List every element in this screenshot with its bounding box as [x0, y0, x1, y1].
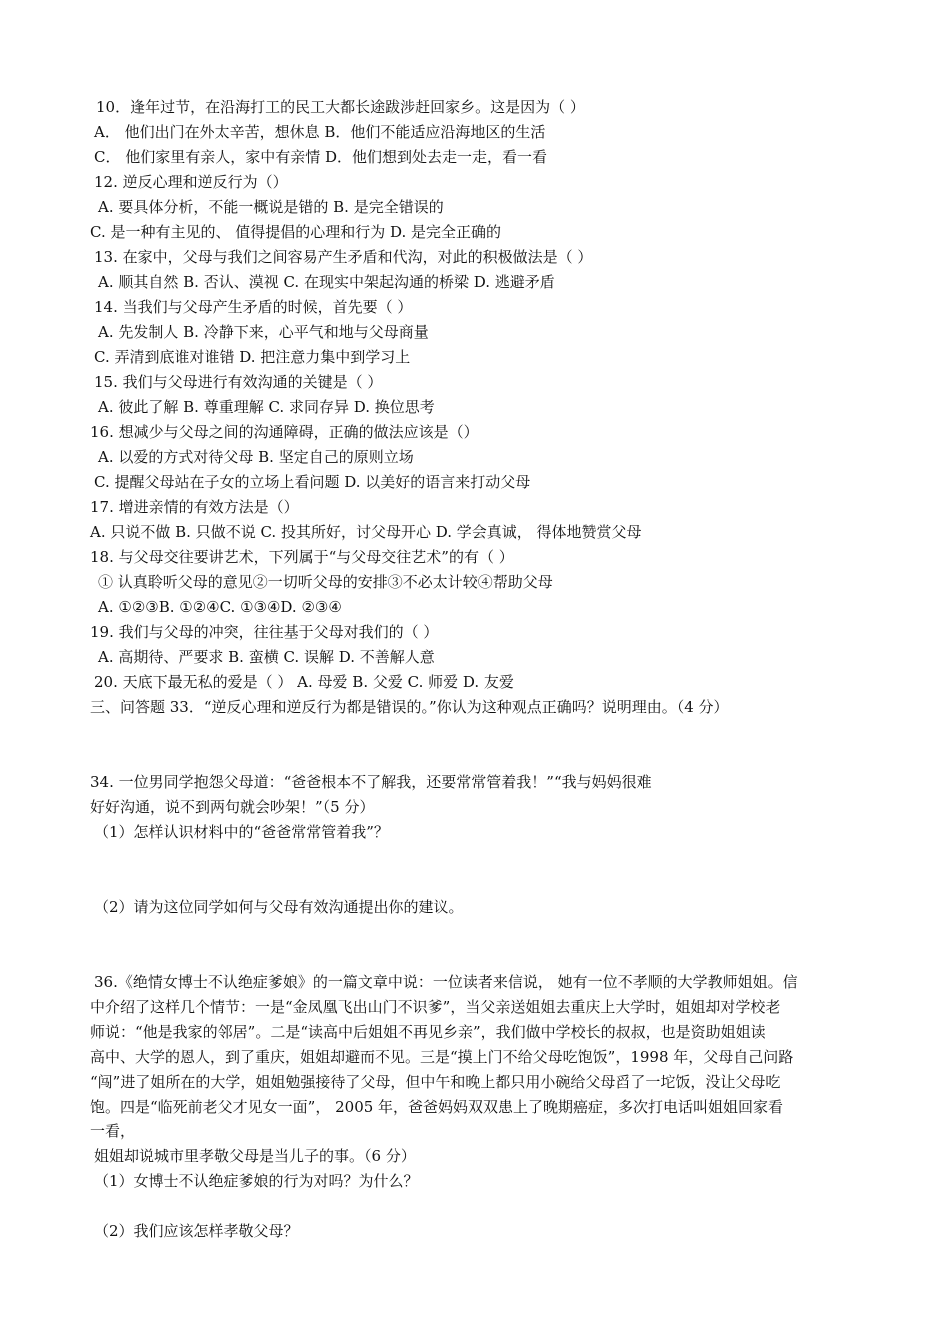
question-17-options: A. 只说不做 B. 只做不说 C. 投其所好，讨父母开心 D. 学会真诚， 得体地赞赏父母: [90, 523, 642, 541]
question-15-stem: 15. 我们与父母进行有效沟通的关键是（ ）: [94, 373, 383, 391]
question-19-options: A. 高期待、严要求 B. 蛮横 C. 误解 D. 不善解人意: [98, 648, 435, 666]
question-20-stem-options: 20. 天底下最无私的爱是（ ） A. 母爱 B. 父爱 C. 师爱 D. 友爱: [94, 673, 514, 691]
question-15-options: A. 彼此了解 B. 尊重理解 C. 求同存异 D. 换位思考: [98, 398, 435, 416]
question-14-options-ab: A. 先发制人 B. 冷静下来，心平气和地与父母商量: [98, 323, 429, 341]
question-18-statements: ① 认真聆听父母的意见②一切听父母的安排③不必太计较④帮助父母: [98, 573, 553, 591]
question-16-options-cd: C. 提醒父母站在子女的立场上看问题 D. 以美好的语言来打动父母: [94, 473, 531, 491]
question-13-options: A. 顺其自然 B. 否认、漠视 C. 在现实中架起沟通的桥梁 D. 逃避矛盾: [98, 273, 555, 291]
question-12-stem: 12. 逆反心理和逆反行为（）: [94, 173, 288, 191]
question-36-part-2: （2）我们应该怎样孝敬父母？: [94, 1222, 299, 1240]
question-34-part-1: （1）怎样认识材料中的“爸爸常常管着我”？: [94, 823, 389, 841]
question-34-material-2: 好好沟通，说不到两句就会吵架！”（5 分）: [90, 798, 375, 816]
question-17-stem: 17. 增进亲情的有效方法是（）: [90, 498, 299, 516]
question-36-material-5: “闯”进了姐所在的大学，姐姐勉强接待了父母，但中午和晚上都只用小碗给父母舀了一坨饭，没让父母吃: [90, 1073, 781, 1091]
question-36-part-1: （1）女博士不认绝症爹娘的行为对吗？为什么？: [94, 1172, 419, 1190]
question-36-material-8: 姐姐却说城市里孝敬父母是当儿子的事。（6 分）: [94, 1147, 416, 1165]
question-36-material-4: 高中、大学的恩人，到了重庆，姐姐却避而不见。三是“摸上门不给父母吃饱饭”，1998 年，父母自己问路: [90, 1048, 794, 1066]
question-18-stem: 18. 与父母交往要讲艺术，下列属于“与父母交往艺术”的有（ ）: [90, 548, 514, 566]
question-16-stem: 16. 想减少与父母之间的沟通障碍，正确的做法应该是（）: [90, 423, 479, 441]
question-19-stem: 19. 我们与父母的冲突，往往基于父母对我们的（ ）: [90, 623, 439, 641]
question-10-options-cd: C． 他们家里有亲人，家中有亲情 D．他们想到处去走一走，看一看: [94, 148, 548, 166]
question-36-material-2: 中介绍了这样几个情节：一是“金凤凰飞出山门不识爹”，当父亲送姐姐去重庆上大学时，姐姐却对学校老: [90, 998, 781, 1016]
question-18-options: A. ①②③B. ①②④C. ①③④D. ②③④: [98, 598, 342, 616]
question-36-material-6: 饱。四是“临死前老父才见女一面”， 2005 年，爸爸妈妈双双患上了晚期癌症，多次打电话叫姐姐回家看: [90, 1098, 784, 1116]
question-14-stem: 14. 当我们与父母产生矛盾的时候，首先要（ ）: [94, 298, 413, 316]
question-10-stem: 10．逢年过节，在沿海打工的民工大都长途跋涉赶回家乡。这是因为（ ）: [96, 98, 585, 116]
question-12-options-ab: A. 要具体分析，不能一概说是错的 B. 是完全错误的: [98, 198, 444, 216]
question-13-stem: 13. 在家中，父母与我们之间容易产生矛盾和代沟，对此的积极做法是（ ）: [94, 248, 593, 266]
section-3-question-33: 三、问答题 33．“逆反心理和逆反行为都是错误的。”你认为这种观点正确吗？说明理由。（4 分）: [90, 698, 729, 716]
question-36-material-3: 师说：“他是我家的邻居”。二是“读高中后姐姐不再见乡亲”，我们做中学校长的叔叔，也是资助姐姐读: [90, 1023, 766, 1041]
question-14-options-cd: C. 弄清到底谁对谁错 D. 把注意力集中到学习上: [94, 348, 411, 366]
question-34-material-1: 34. 一位男同学抱怨父母道：“爸爸根本不了解我，还要常常管着我！”“我与妈妈很难: [90, 773, 652, 791]
question-12-options-cd: C. 是一种有主见的、 值得提倡的心理和行为 D. 是完全正确的: [90, 223, 502, 241]
question-10-options-ab: A． 他们出门在外太辛苦，想休息 B．他们不能适应沿海地区的生活: [94, 123, 546, 141]
question-16-options-ab: A. 以爱的方式对待父母 B. 坚定自己的原则立场: [98, 448, 414, 466]
question-36-material-1: 36.《绝情女博士不认绝症爹娘》的一篇文章中说：一位读者来信说， 她有一位不孝顺的大学教师姐姐。信: [94, 973, 798, 991]
question-36-material-7: 一看，: [90, 1122, 136, 1140]
question-34-part-2: （2）请为这位同学如何与父母有效沟通提出你的建议。: [94, 898, 464, 916]
